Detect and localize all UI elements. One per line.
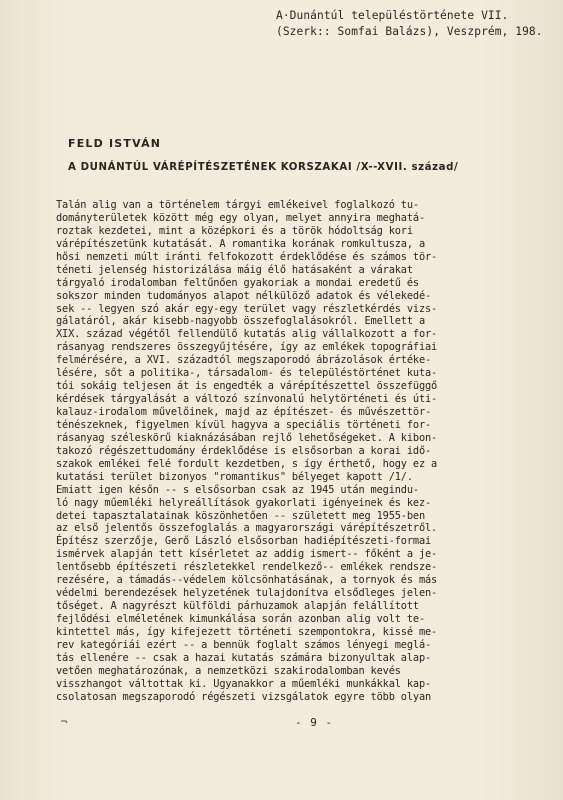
body-line: kintettel más, így kifejezett történeti szempontokra, kissé me-	[56, 625, 438, 638]
body-line: Emiatt igen későn -- s elsősorban csak az 1945 után megindu-	[56, 483, 419, 496]
article-title: A DUNÁNTÚL VÁRÉPÍTÉSZETÉNEK KORSZAKAI /X--XVII. század/	[68, 162, 459, 173]
body-line: tás ellenére -- csak a hazai kutatás számára bizonyultak alap-	[56, 651, 432, 664]
body-line: kérdések tárgyalását a változó színvonalú helytörténeti és úti-	[56, 393, 438, 406]
body-line: téneti jelenség historizálása máig élő hatásaként a várakat	[56, 263, 413, 276]
body-line: rev kategóriái ezért -- a bennük foglalt számos lényegi meglá-	[56, 638, 432, 651]
body-line: rásanyag rendszeres összegyűjtésére, így az emlékek topográfiai	[56, 341, 438, 354]
body-line: takozó régészettudomány érdeklődése is elsősorban a korai idő-	[56, 444, 432, 457]
body-line: XIX. század végétől fellendülő kutatás alig vállalkozott a for-	[56, 328, 438, 341]
body-line: roztak kezdetei, mint a középkori és a török hódoltság kori	[56, 224, 413, 237]
body-line: az első jelentős összefoglalás a magyarországi várépítészetről.	[56, 522, 438, 535]
body-line: ló nagy műemléki helyreállítások gyakorlati igényeinek és kez-	[56, 496, 432, 509]
body-line: sek -- legyen szó akár egy-egy terület vagy részletkérdés vizs-	[56, 302, 438, 315]
body-line: dományterületek között még egy olyan, melyet annyira meghatá-	[56, 211, 426, 224]
body-line: sokszor minden tudományos alapot nélkülöző adatok és vélekedé-	[56, 289, 432, 302]
body-line: kutatási terület bizonyos "romantikus" bélyeget kapott /1/.	[56, 470, 413, 483]
body-line: vetően meghatározónak, a nemzetközi szakirodalomban kevés	[56, 664, 401, 677]
body-line: felmérésére, a XVI. századtól megszaporodó ábrázolások értéke-	[56, 354, 432, 367]
author-name: FELD ISTVÁN	[68, 137, 162, 150]
body-text	[56, 199, 544, 704]
body-line: fejlődési elméletének kimunkálása során azonban alig volt te-	[56, 613, 426, 625]
body-line: tárgyaló irodalomban feltűnően gyakoriak a mondai eredetű és	[56, 276, 419, 289]
body-line: detei tapasztalatainak köszönhetően -- született meg 1955-ben	[56, 509, 426, 522]
publication-reference-line-2: (Szerk:: Somfai Balázs), Veszprém, 198.	[276, 25, 543, 38]
body-line: rezésére, a támadás--védelem kölcsönhatásának, a tornyok és más	[56, 574, 438, 587]
corner-mark	[60, 720, 68, 726]
body-line: védelmi berendezések helyzetének tulajdonítva elsődleges jelen-	[56, 587, 438, 600]
body-line: tói sokáig teljesen át is engedték a várépítészettel összefüggő	[56, 380, 438, 393]
body-line: Talán alig van a történelem tárgyi emlékeivel foglalkozó tu-	[56, 199, 419, 211]
body-line: kalauz-irodalom művelőinek, majd az építészet- és művészettör-	[56, 406, 432, 418]
publication-reference	[276, 8, 558, 40]
body-line: hősi nemzeti múlt iránti felfokozott érdeklődése és számos tör-	[56, 250, 438, 263]
body-line: csolatosan megszaporodó régészeti vizsgálatok egyre több olyan	[56, 690, 432, 703]
body-line: Építész szerzője, Gerő László elsősorban hadiépítészeti-formai	[56, 535, 432, 548]
body-line: ténészeknek, figyelmen kívül hagyva a speciális történeti for-	[56, 418, 432, 431]
body-line: visszhangot váltottak ki. Ugyanakkor a műemléki munkákkal kap-	[56, 677, 432, 690]
body-line: várépítészetünk kutatását. A romantika korának romkultusza, a	[56, 237, 426, 250]
body-line: lentősebb építészeti részletekkel rendelkező-- emlékek rendsze-	[56, 561, 438, 574]
page-number: - 9 -	[295, 716, 334, 729]
body-line: gálatáról, akár kisebb-nagyobb összefoglalásokról. Emellett a	[56, 315, 426, 328]
body-line: rásanyag széleskörű kiaknázásában rejlő lehetőségeket. A kibon-	[56, 431, 438, 444]
body-line: lésére, sőt a politika-, társadalom- és településtörténet kuta-	[56, 367, 438, 380]
publication-reference-line-1: A·Dunántúl településtörténete VII.	[276, 9, 509, 22]
body-line: tőséget. A nagyrészt külföldi párhuzamok alapján felállított	[56, 600, 419, 613]
body-line: ismérvek alapján tett kísérletet az addig ismert-- főként a je-	[56, 548, 438, 561]
body-line: szakok emlékei felé fordult kezdetben, s így érthető, hogy ez a	[56, 457, 438, 470]
